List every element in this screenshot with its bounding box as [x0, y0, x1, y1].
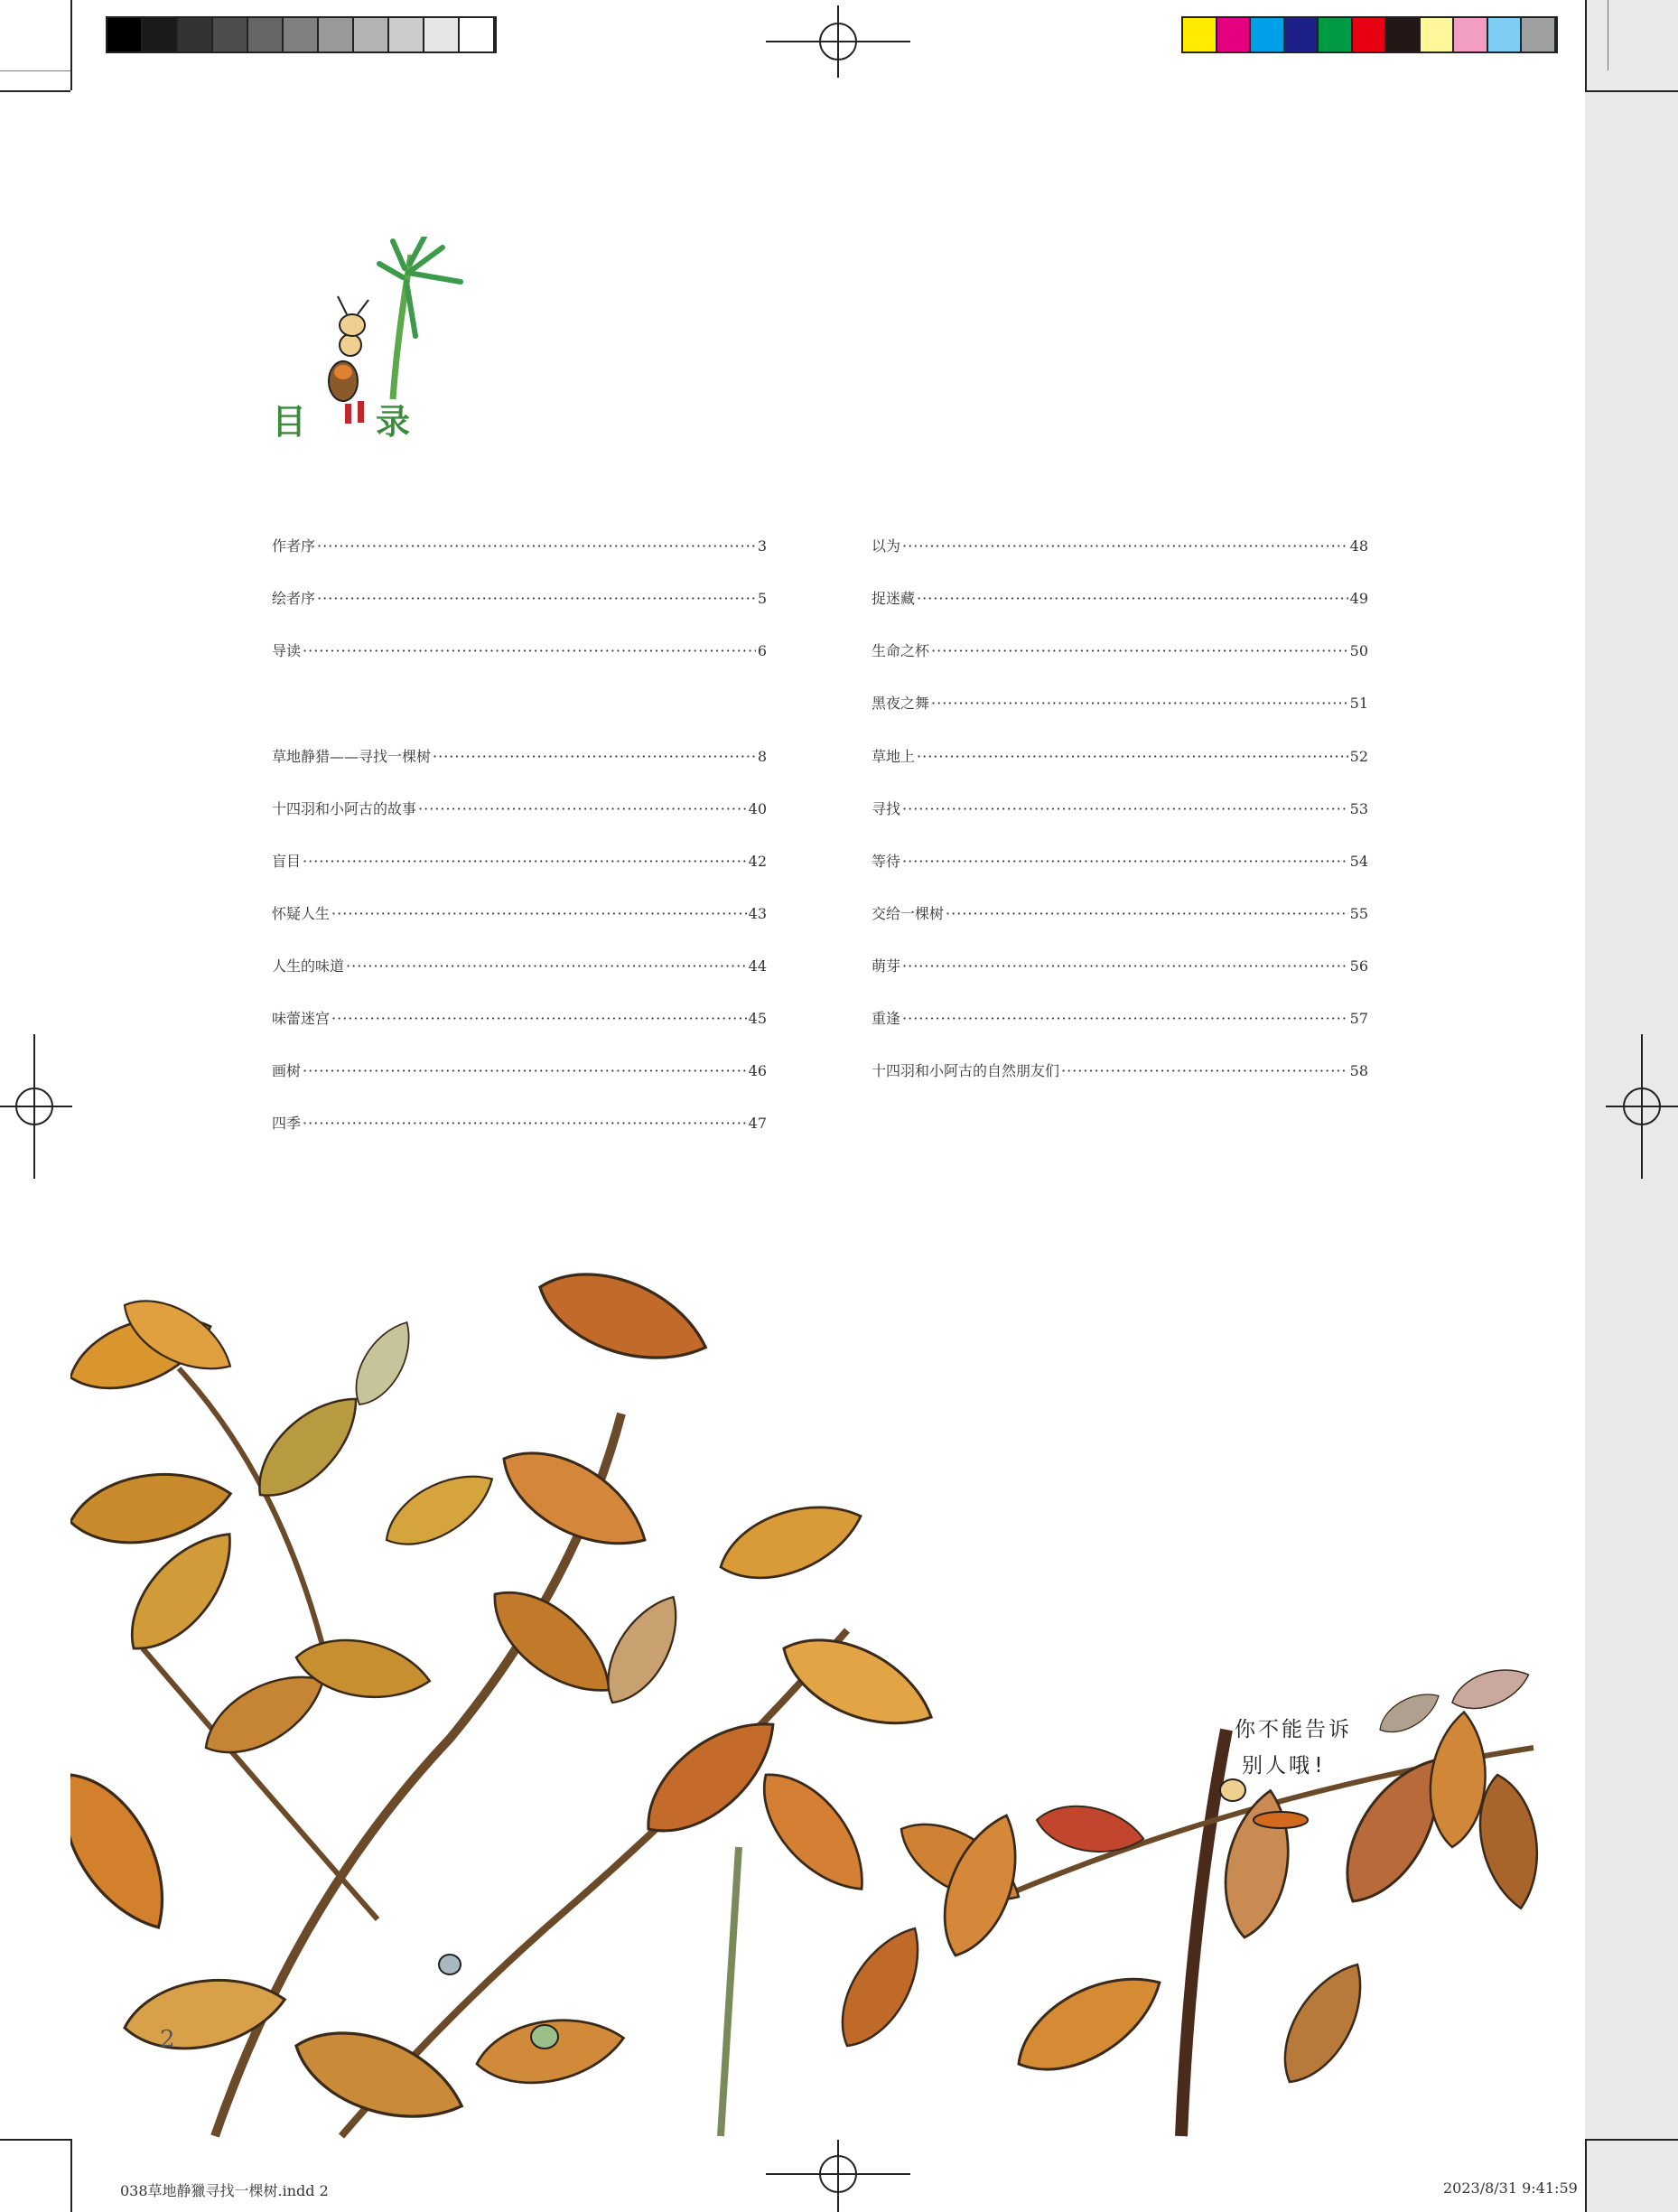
page-number: 2: [160, 2026, 175, 2053]
toc-entry[interactable]: [872, 798, 1368, 818]
toc-entry-label: 以为: [872, 537, 901, 555]
grayscale-color-bar: [106, 16, 497, 53]
toc-leader-dots: [902, 800, 1348, 817]
color-swatch: [1488, 18, 1523, 51]
process-color-bar: [1181, 16, 1558, 53]
toc-entry[interactable]: [272, 1059, 767, 1080]
toc-title-char-2: 录: [376, 402, 411, 442]
toc-entry-page: 45: [748, 1010, 767, 1027]
color-swatch: [1454, 18, 1488, 51]
toc-entry-label: 人生的味道: [272, 957, 345, 975]
toc-entry-page: 42: [748, 853, 767, 870]
toc-entry-page: 57: [1349, 1010, 1368, 1027]
toc-entry[interactable]: [272, 535, 767, 555]
toc-entry[interactable]: [272, 639, 767, 660]
toc-entry-page: 58: [1349, 1062, 1368, 1079]
toc-leader-dots: [946, 905, 1348, 922]
toc-entry-label: 作者序: [272, 537, 316, 555]
toc-entry-page: 46: [748, 1062, 767, 1079]
toc-entry-page: 6: [757, 642, 767, 659]
toc-entry-page: 48: [1349, 537, 1368, 555]
color-swatch: [1183, 18, 1217, 51]
toc-leader-dots: [303, 1062, 747, 1079]
autumn-leaves-illustration: [70, 1269, 1585, 2139]
toc-entry-label: 草地上: [872, 748, 916, 765]
toc-leader-dots: [931, 642, 1348, 659]
toc-entry-label: 四季: [272, 1115, 302, 1132]
toc-entry-label: 捉迷藏: [872, 590, 916, 607]
toc-entry-page: 56: [1349, 957, 1368, 975]
toc-entry-label: 生命之杯: [872, 642, 930, 659]
toc-entry-page: 8: [757, 748, 767, 765]
toc-leader-dots: [902, 957, 1348, 975]
registration-mark-bottom: [766, 2136, 910, 2212]
color-swatch: [1319, 18, 1353, 51]
toc-leader-dots: [902, 1010, 1348, 1027]
gray-swatch: [424, 18, 460, 51]
toc-entry-page: 44: [748, 957, 767, 975]
toc-leader-dots: [317, 590, 756, 607]
slug-timestamp: 2023/8/31 9:41:59: [1443, 2179, 1578, 2197]
toc-entry-page: 3: [757, 537, 767, 555]
color-swatch: [1522, 18, 1556, 51]
color-swatch: [1217, 18, 1252, 51]
gray-swatch: [354, 18, 389, 51]
toc-entry-label: 盲目: [272, 853, 302, 870]
toc-leader-dots: [303, 1115, 747, 1132]
toc-entry-page: 43: [748, 905, 767, 922]
toc-leader-dots: [418, 800, 747, 817]
gray-swatch: [389, 18, 424, 51]
toc-entry[interactable]: [872, 1007, 1368, 1028]
gray-swatch: [107, 18, 143, 51]
toc-leader-dots: [346, 957, 747, 975]
registration-mark-left: [0, 1034, 72, 1179]
slug-filename: 038草地静獵寻找一棵树.indd 2: [120, 2182, 329, 2199]
registration-mark-right: [1606, 1034, 1678, 1179]
toc-entry-page: 55: [1349, 905, 1368, 922]
toc-title-char-1: 目: [272, 402, 307, 442]
toc-leader-dots: [303, 853, 747, 870]
toc-entry[interactable]: [272, 955, 767, 975]
toc-entry-label: 交给一棵树: [872, 905, 945, 922]
gray-swatch: [213, 18, 248, 51]
toc-entry[interactable]: [872, 850, 1368, 871]
color-swatch: [1251, 18, 1285, 51]
toc-entry-page: 50: [1349, 642, 1368, 659]
toc-entry-page: 47: [748, 1115, 767, 1132]
gray-swatch: [248, 18, 284, 51]
color-swatch: [1285, 18, 1319, 51]
toc-entry[interactable]: [872, 692, 1368, 713]
gray-swatch: [178, 18, 213, 51]
toc-entry-label: 绘者序: [272, 590, 316, 607]
toc-leader-dots: [331, 905, 747, 922]
toc-leader-dots: [902, 853, 1348, 870]
toc-entry-page: 49: [1349, 590, 1368, 607]
toc-entry[interactable]: [272, 745, 767, 766]
toc-entry[interactable]: [872, 902, 1368, 923]
toc-leader-dots: [317, 537, 756, 555]
toc-entry[interactable]: [872, 535, 1368, 555]
toc-entry-page: 53: [1349, 800, 1368, 817]
toc-leader-dots: [1061, 1062, 1348, 1079]
gray-swatch: [143, 18, 178, 51]
toc-entry-label: 等待: [872, 853, 901, 870]
toc-leader-dots: [902, 537, 1348, 555]
gray-swatch: [460, 18, 495, 51]
toc-entry[interactable]: [272, 798, 767, 818]
toc-entry-label: 黑夜之舞: [872, 695, 930, 712]
toc-entry[interactable]: [872, 955, 1368, 975]
speech-line: 别人哦!: [1242, 1754, 1328, 1778]
toc-entry-page: 54: [1349, 853, 1368, 870]
color-swatch: [1353, 18, 1387, 51]
color-swatch: [1386, 18, 1421, 51]
toc-entry-label: 导读: [272, 642, 302, 659]
color-swatch: [1421, 18, 1455, 51]
toc-entry-page: 40: [748, 800, 767, 817]
toc-leader-dots: [303, 642, 756, 659]
toc-entry-label: 草地静猎——寻找一棵树: [272, 748, 432, 765]
toc-entry-label: 重逢: [872, 1010, 901, 1027]
toc-entry-label: 画树: [272, 1062, 302, 1079]
toc-entry[interactable]: [872, 639, 1368, 660]
toc-entry[interactable]: [272, 1007, 767, 1028]
toc-leader-dots: [917, 748, 1348, 765]
gray-swatch: [284, 18, 319, 51]
toc-entry-label: 十四羽和小阿古的故事: [272, 800, 417, 817]
toc-entry[interactable]: [872, 745, 1368, 766]
toc-entry[interactable]: [272, 850, 767, 871]
registration-mark-top: [766, 5, 910, 87]
toc-entry[interactable]: [272, 902, 767, 923]
toc-entry-label: 怀疑人生: [272, 905, 331, 922]
toc-entry-page: 51: [1349, 695, 1368, 712]
toc-entry-label: 十四羽和小阿古的自然朋友们: [872, 1062, 1060, 1079]
toc-entry-label: 寻找: [872, 800, 901, 817]
speech-line: 你不能告诉: [1235, 1718, 1352, 1741]
toc-entry[interactable]: [872, 587, 1368, 608]
toc-leader-dots: [931, 695, 1348, 712]
toc-entry-page: 5: [757, 590, 767, 607]
speech-caption: [1235, 1712, 1352, 1784]
toc-entry[interactable]: [872, 1059, 1368, 1080]
gray-swatch: [319, 18, 354, 51]
toc-entry-label: 味蕾迷宫: [272, 1010, 331, 1027]
toc-entry-page: 52: [1349, 748, 1368, 765]
toc-entry-label: 萌芽: [872, 957, 901, 975]
toc-leader-dots: [433, 748, 756, 765]
toc-leader-dots: [917, 590, 1348, 607]
toc-entry[interactable]: [272, 1112, 767, 1133]
toc-leader-dots: [331, 1010, 747, 1027]
toc-entry[interactable]: [272, 587, 767, 608]
